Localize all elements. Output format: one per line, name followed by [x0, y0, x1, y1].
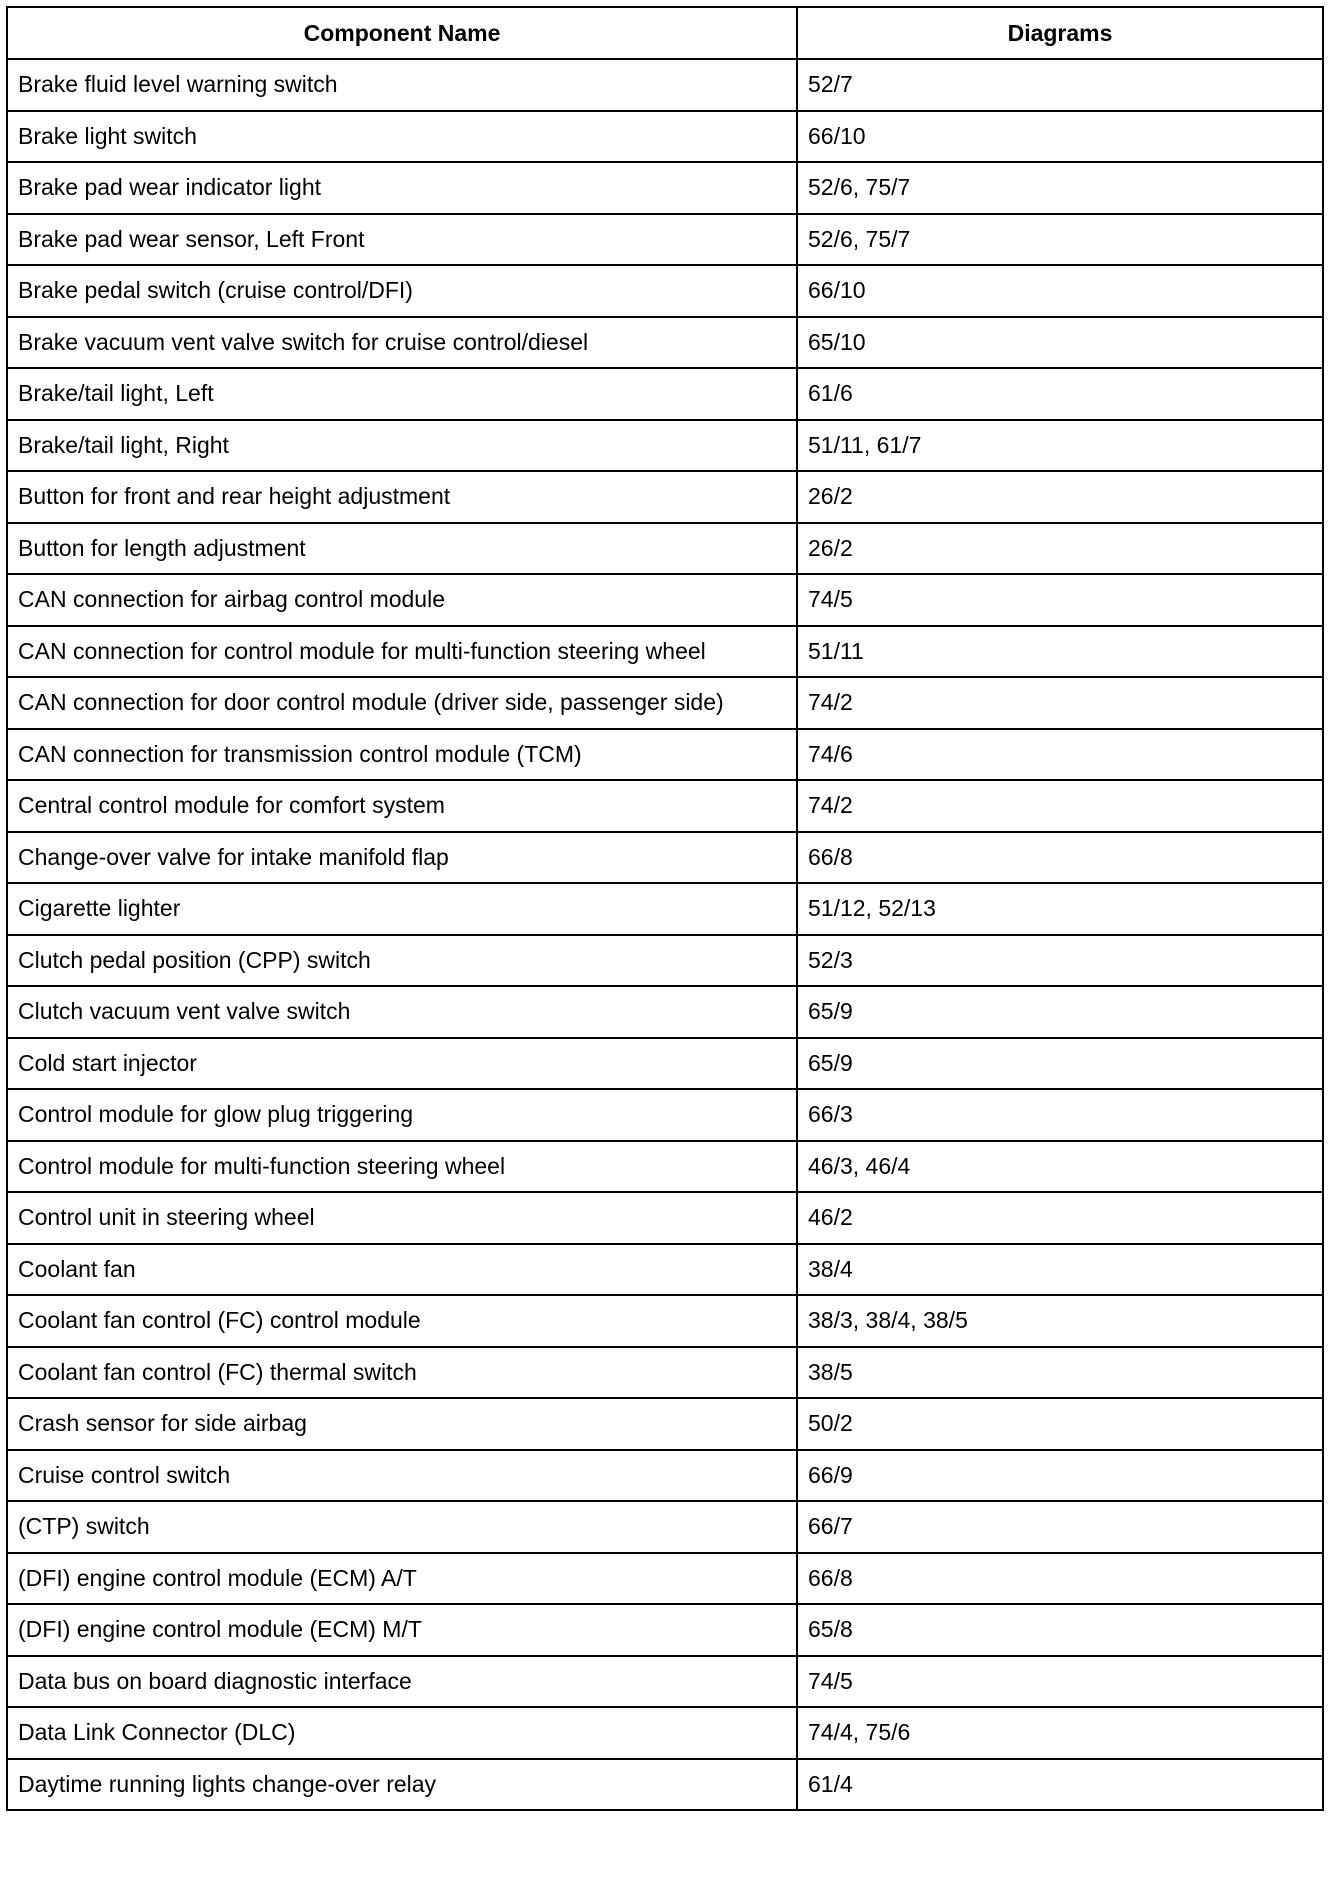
diagrams-cell: 52/3: [797, 935, 1323, 987]
diagrams-cell: 61/6: [797, 368, 1323, 420]
component-name-cell: Cold start injector: [7, 1038, 797, 1090]
component-name-cell: (DFI) engine control module (ECM) M/T: [7, 1604, 797, 1656]
component-name-cell: Brake fluid level warning switch: [7, 59, 797, 111]
diagrams-cell: 66/9: [797, 1450, 1323, 1502]
table-row: [7, 1192, 1323, 1244]
diagrams-cell: 26/2: [797, 523, 1323, 575]
component-name-cell: Cigarette lighter: [7, 883, 797, 935]
table-row: [7, 780, 1323, 832]
component-name-cell: Coolant fan: [7, 1244, 797, 1296]
component-name-cell: Coolant fan control (FC) control module: [7, 1295, 797, 1347]
component-name-cell: (DFI) engine control module (ECM) A/T: [7, 1553, 797, 1605]
table-header-row: [7, 7, 1323, 59]
table-row: [7, 1707, 1323, 1759]
table-row: [7, 574, 1323, 626]
diagrams-cell: 65/9: [797, 986, 1323, 1038]
component-name-cell: CAN connection for door control module (driver side, passenger side): [7, 677, 797, 729]
diagrams-cell: 52/6, 75/7: [797, 162, 1323, 214]
table-row: [7, 1295, 1323, 1347]
table-row: [7, 1604, 1323, 1656]
component-name-cell: Clutch pedal position (CPP) switch: [7, 935, 797, 987]
component-name-cell: Clutch vacuum vent valve switch: [7, 986, 797, 1038]
table-row: [7, 317, 1323, 369]
component-name-cell: CAN connection for transmission control module (TCM): [7, 729, 797, 781]
component-name-cell: CAN connection for control module for multi-function steering wheel: [7, 626, 797, 678]
component-name-cell: Coolant fan control (FC) thermal switch: [7, 1347, 797, 1399]
diagrams-cell: 66/8: [797, 1553, 1323, 1605]
column-header-diagrams: Diagrams: [797, 7, 1323, 59]
table-row: [7, 986, 1323, 1038]
table-row: [7, 626, 1323, 678]
diagrams-cell: 38/5: [797, 1347, 1323, 1399]
table-row: [7, 420, 1323, 472]
diagrams-cell: 51/11: [797, 626, 1323, 678]
table-row: [7, 1089, 1323, 1141]
component-name-cell: Brake pedal switch (cruise control/DFI): [7, 265, 797, 317]
table-row: [7, 1244, 1323, 1296]
diagrams-cell: 66/10: [797, 111, 1323, 163]
table-body: [7, 59, 1323, 1810]
diagrams-cell: 52/6, 75/7: [797, 214, 1323, 266]
component-name-cell: Brake pad wear sensor, Left Front: [7, 214, 797, 266]
table-row: [7, 1656, 1323, 1708]
diagrams-cell: 66/10: [797, 265, 1323, 317]
diagrams-cell: 66/3: [797, 1089, 1323, 1141]
table-row: [7, 729, 1323, 781]
diagrams-cell: 52/7: [797, 59, 1323, 111]
diagrams-cell: 26/2: [797, 471, 1323, 523]
component-name-cell: Control module for glow plug triggering: [7, 1089, 797, 1141]
table-row: [7, 1038, 1323, 1090]
component-name-cell: (CTP) switch: [7, 1501, 797, 1553]
component-name-cell: Brake/tail light, Right: [7, 420, 797, 472]
diagrams-cell: 74/6: [797, 729, 1323, 781]
table-row: [7, 677, 1323, 729]
table-row: [7, 1450, 1323, 1502]
table-row: [7, 1398, 1323, 1450]
component-table-container: [6, 6, 1322, 1811]
diagrams-cell: 61/4: [797, 1759, 1323, 1811]
component-name-cell: Crash sensor for side airbag: [7, 1398, 797, 1450]
component-name-cell: CAN connection for airbag control module: [7, 574, 797, 626]
table-row: [7, 523, 1323, 575]
diagrams-cell: 51/12, 52/13: [797, 883, 1323, 935]
table-row: [7, 1759, 1323, 1811]
component-name-cell: Button for length adjustment: [7, 523, 797, 575]
diagrams-cell: 66/8: [797, 832, 1323, 884]
component-name-cell: Change-over valve for intake manifold flap: [7, 832, 797, 884]
component-name-cell: Control unit in steering wheel: [7, 1192, 797, 1244]
diagrams-cell: 74/5: [797, 1656, 1323, 1708]
table-row: [7, 368, 1323, 420]
diagrams-cell: 51/11, 61/7: [797, 420, 1323, 472]
table-row: [7, 935, 1323, 987]
table-row: [7, 162, 1323, 214]
table-row: [7, 59, 1323, 111]
table-row: [7, 1141, 1323, 1193]
component-table: [6, 6, 1324, 1811]
component-name-cell: Button for front and rear height adjustment: [7, 471, 797, 523]
diagrams-cell: 74/2: [797, 677, 1323, 729]
diagrams-cell: 65/10: [797, 317, 1323, 369]
column-header-component-name: Component Name: [7, 7, 797, 59]
table-row: [7, 1501, 1323, 1553]
table-row: [7, 1347, 1323, 1399]
component-name-cell: Brake light switch: [7, 111, 797, 163]
component-name-cell: Brake vacuum vent valve switch for cruise control/diesel: [7, 317, 797, 369]
component-name-cell: Central control module for comfort system: [7, 780, 797, 832]
diagrams-cell: 74/5: [797, 574, 1323, 626]
diagrams-cell: 65/8: [797, 1604, 1323, 1656]
diagrams-cell: 65/9: [797, 1038, 1323, 1090]
component-name-cell: Daytime running lights change-over relay: [7, 1759, 797, 1811]
table-row: [7, 883, 1323, 935]
diagrams-cell: 74/4, 75/6: [797, 1707, 1323, 1759]
component-name-cell: Control module for multi-function steering wheel: [7, 1141, 797, 1193]
diagrams-cell: 50/2: [797, 1398, 1323, 1450]
component-name-cell: Data bus on board diagnostic interface: [7, 1656, 797, 1708]
table-row: [7, 1553, 1323, 1605]
table-row: [7, 265, 1323, 317]
component-name-cell: Brake pad wear indicator light: [7, 162, 797, 214]
diagrams-cell: 46/3, 46/4: [797, 1141, 1323, 1193]
table-row: [7, 214, 1323, 266]
component-name-cell: Data Link Connector (DLC): [7, 1707, 797, 1759]
table-row: [7, 471, 1323, 523]
diagrams-cell: 46/2: [797, 1192, 1323, 1244]
diagrams-cell: 38/4: [797, 1244, 1323, 1296]
component-name-cell: Brake/tail light, Left: [7, 368, 797, 420]
diagrams-cell: 38/3, 38/4, 38/5: [797, 1295, 1323, 1347]
table-row: [7, 832, 1323, 884]
diagrams-cell: 74/2: [797, 780, 1323, 832]
component-name-cell: Cruise control switch: [7, 1450, 797, 1502]
table-row: [7, 111, 1323, 163]
diagrams-cell: 66/7: [797, 1501, 1323, 1553]
